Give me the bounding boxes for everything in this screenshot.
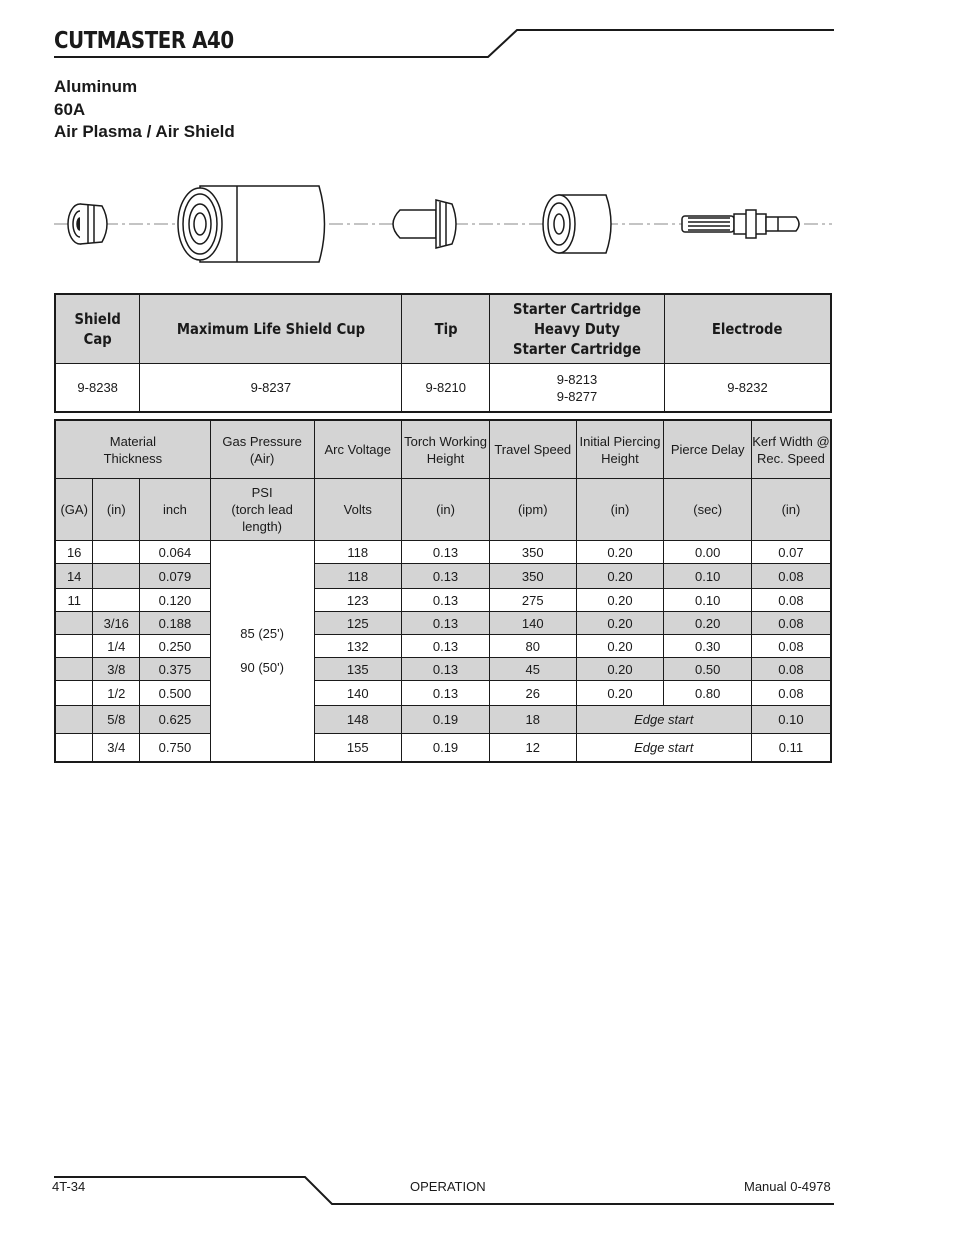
cell-speed: 350 bbox=[490, 564, 576, 589]
cell-speed: 12 bbox=[490, 734, 576, 763]
header-pierce-delay: Pierce Delay bbox=[664, 420, 751, 479]
cell-kerf: 0.08 bbox=[751, 681, 831, 706]
table-row bbox=[55, 734, 831, 763]
unit-gauge: (GA) bbox=[55, 479, 93, 541]
footer-rule bbox=[0, 1170, 954, 1220]
cell-speed: 275 bbox=[490, 589, 576, 612]
cell-speed: 26 bbox=[490, 681, 576, 706]
cell-kerf: 0.08 bbox=[751, 635, 831, 658]
table-row bbox=[55, 706, 831, 734]
cell-edge-start: Edge start bbox=[576, 706, 751, 734]
header-material-thickness: Material Thickness bbox=[55, 420, 210, 479]
cell-pierce-delay: 0.50 bbox=[664, 658, 751, 681]
cell-working-height: 0.13 bbox=[402, 612, 490, 635]
part-number-starter-cartridge bbox=[490, 364, 665, 413]
header-torch-working-height: Torch Working Height bbox=[402, 420, 490, 479]
cell-frac: 5/8 bbox=[93, 706, 140, 734]
header-kerf-width: Kerf Width @ Rec. Speed bbox=[751, 420, 831, 479]
unit-volts: Volts bbox=[314, 479, 402, 541]
cell-volts: 140 bbox=[314, 681, 402, 706]
unit-seconds: (sec) bbox=[664, 479, 751, 541]
cell-pierce-delay: 0.80 bbox=[664, 681, 751, 706]
tip-drawing bbox=[393, 200, 456, 248]
consumable-parts-table bbox=[54, 293, 832, 413]
table-row bbox=[55, 681, 831, 706]
cell-volts: 123 bbox=[314, 589, 402, 612]
shield-cap-drawing bbox=[68, 204, 107, 244]
cell-kerf: 0.08 bbox=[751, 589, 831, 612]
cell-piercing-height: 0.20 bbox=[576, 589, 664, 612]
cell-ga bbox=[55, 658, 93, 681]
cell-pierce-delay: 0.10 bbox=[664, 589, 751, 612]
part-number-shield-cup: 9-8237 bbox=[140, 364, 402, 413]
cell-working-height: 0.13 bbox=[402, 564, 490, 589]
cell-pierce-delay: 0.10 bbox=[664, 564, 751, 589]
cell-edge-start: Edge start bbox=[576, 734, 751, 763]
consumable-parts-illustration bbox=[54, 178, 832, 270]
cell-speed: 350 bbox=[490, 541, 576, 564]
cell-ga bbox=[55, 681, 93, 706]
part-number-tip: 9-8210 bbox=[402, 364, 490, 413]
cell-inch: 0.625 bbox=[140, 706, 211, 734]
cell-inch: 0.375 bbox=[140, 658, 211, 681]
header-shield-cap: Shield Cap bbox=[55, 294, 140, 364]
section-subtitle bbox=[54, 76, 235, 144]
cell-piercing-height: 0.20 bbox=[576, 658, 664, 681]
cell-speed: 140 bbox=[490, 612, 576, 635]
header-starter-cartridge: Starter Cartridge Heavy Duty Starter Cartridge bbox=[490, 294, 665, 364]
cell-kerf: 0.08 bbox=[751, 564, 831, 589]
cell-gas-pressure bbox=[210, 541, 314, 763]
cell-kerf: 0.08 bbox=[751, 612, 831, 635]
cell-working-height: 0.13 bbox=[402, 541, 490, 564]
table-row bbox=[55, 612, 831, 635]
header-initial-piercing-height: Initial Piercing Height bbox=[576, 420, 664, 479]
cell-pierce-delay: 0.00 bbox=[664, 541, 751, 564]
cell-frac bbox=[93, 564, 140, 589]
cell-speed: 18 bbox=[490, 706, 576, 734]
cell-kerf: 0.10 bbox=[751, 706, 831, 734]
cell-working-height: 0.13 bbox=[402, 681, 490, 706]
cell-frac bbox=[93, 541, 140, 564]
cell-frac: 1/2 bbox=[93, 681, 140, 706]
header-shield-cup: Maximum Life Shield Cup bbox=[140, 294, 402, 364]
cell-ga: 11 bbox=[55, 589, 93, 612]
cell-ga: 14 bbox=[55, 564, 93, 589]
header-electrode: Electrode bbox=[664, 294, 831, 364]
cell-frac: 1/4 bbox=[93, 635, 140, 658]
subtitle-material: Aluminum bbox=[54, 77, 138, 96]
subtitle-amperage: 60A bbox=[54, 99, 86, 119]
page-number: 4T-34 bbox=[52, 1179, 86, 1194]
cell-working-height: 0.19 bbox=[402, 706, 490, 734]
cell-volts: 135 bbox=[314, 658, 402, 681]
subtitle-gas: Air Plasma / Air Shield bbox=[54, 122, 235, 141]
cell-piercing-height: 0.20 bbox=[576, 612, 664, 635]
cell-frac: 3/16 bbox=[93, 612, 140, 635]
header-gas-pressure: Gas Pressure (Air) bbox=[210, 420, 314, 479]
page-title: CUTMASTER A40 bbox=[54, 28, 234, 54]
cell-volts: 118 bbox=[314, 541, 402, 564]
cell-ga bbox=[55, 706, 93, 734]
cell-kerf: 0.11 bbox=[751, 734, 831, 763]
part-number-electrode: 9-8232 bbox=[664, 364, 831, 413]
table-row bbox=[55, 589, 831, 612]
cell-volts: 132 bbox=[314, 635, 402, 658]
unit-piercing-height: (in) bbox=[576, 479, 664, 541]
cell-ga: 16 bbox=[55, 541, 93, 564]
cell-piercing-height: 0.20 bbox=[576, 635, 664, 658]
cell-inch: 0.120 bbox=[140, 589, 211, 612]
unit-psi: PSI (torch lead length) bbox=[210, 479, 314, 541]
cell-pierce-delay: 0.20 bbox=[664, 612, 751, 635]
unit-working-height: (in) bbox=[402, 479, 490, 541]
cell-speed: 45 bbox=[490, 658, 576, 681]
cell-kerf: 0.08 bbox=[751, 658, 831, 681]
header-tip: Tip bbox=[402, 294, 490, 364]
unit-fraction-inch: (in) bbox=[93, 479, 140, 541]
part-number-shield-cap: 9-8238 bbox=[55, 364, 140, 413]
cell-inch: 0.064 bbox=[140, 541, 211, 564]
electrode-drawing bbox=[682, 210, 799, 238]
cell-piercing-height: 0.20 bbox=[576, 541, 664, 564]
cell-speed: 80 bbox=[490, 635, 576, 658]
unit-ipm: (ipm) bbox=[490, 479, 576, 541]
manual-number: Manual 0-4978 bbox=[744, 1179, 831, 1194]
starter-cartridge-drawing bbox=[543, 195, 611, 253]
cell-ga bbox=[55, 612, 93, 635]
unit-kerf: (in) bbox=[751, 479, 831, 541]
part-number-starter: 9-8213 bbox=[556, 371, 598, 387]
header-arc-voltage: Arc Voltage bbox=[314, 420, 402, 479]
section-name: OPERATION bbox=[410, 1179, 486, 1194]
part-number-hd-starter: 9-8277 bbox=[556, 388, 598, 404]
cell-volts: 155 bbox=[314, 734, 402, 763]
cell-frac: 3/4 bbox=[93, 734, 140, 763]
cell-working-height: 0.19 bbox=[402, 734, 490, 763]
cell-inch: 0.750 bbox=[140, 734, 211, 763]
cell-working-height: 0.13 bbox=[402, 658, 490, 681]
cell-piercing-height: 0.20 bbox=[576, 564, 664, 589]
cell-working-height: 0.13 bbox=[402, 589, 490, 612]
cell-pierce-delay: 0.30 bbox=[664, 635, 751, 658]
cell-ga bbox=[55, 734, 93, 763]
cell-ga bbox=[55, 635, 93, 658]
cell-frac bbox=[93, 589, 140, 612]
table-row bbox=[55, 635, 831, 658]
cell-volts: 118 bbox=[314, 564, 402, 589]
table-row bbox=[55, 658, 831, 681]
cell-inch: 0.188 bbox=[140, 612, 211, 635]
cell-volts: 148 bbox=[314, 706, 402, 734]
shield-cup-drawing bbox=[178, 186, 325, 262]
cell-inch: 0.500 bbox=[140, 681, 211, 706]
cell-kerf: 0.07 bbox=[751, 541, 831, 564]
cell-frac: 3/8 bbox=[93, 658, 140, 681]
cell-piercing-height: 0.20 bbox=[576, 681, 664, 706]
cell-working-height: 0.13 bbox=[402, 635, 490, 658]
table-row bbox=[55, 564, 831, 589]
table-row bbox=[55, 541, 831, 564]
unit-decimal-inch: inch bbox=[140, 479, 211, 541]
cell-inch: 0.250 bbox=[140, 635, 211, 658]
cut-chart-table bbox=[54, 419, 832, 763]
gas-pressure-25ft: 85 (25') bbox=[240, 626, 284, 641]
gas-pressure-50ft: 90 (50') bbox=[240, 660, 284, 675]
cell-inch: 0.079 bbox=[140, 564, 211, 589]
cell-volts: 125 bbox=[314, 612, 402, 635]
header-travel-speed: Travel Speed bbox=[490, 420, 576, 479]
